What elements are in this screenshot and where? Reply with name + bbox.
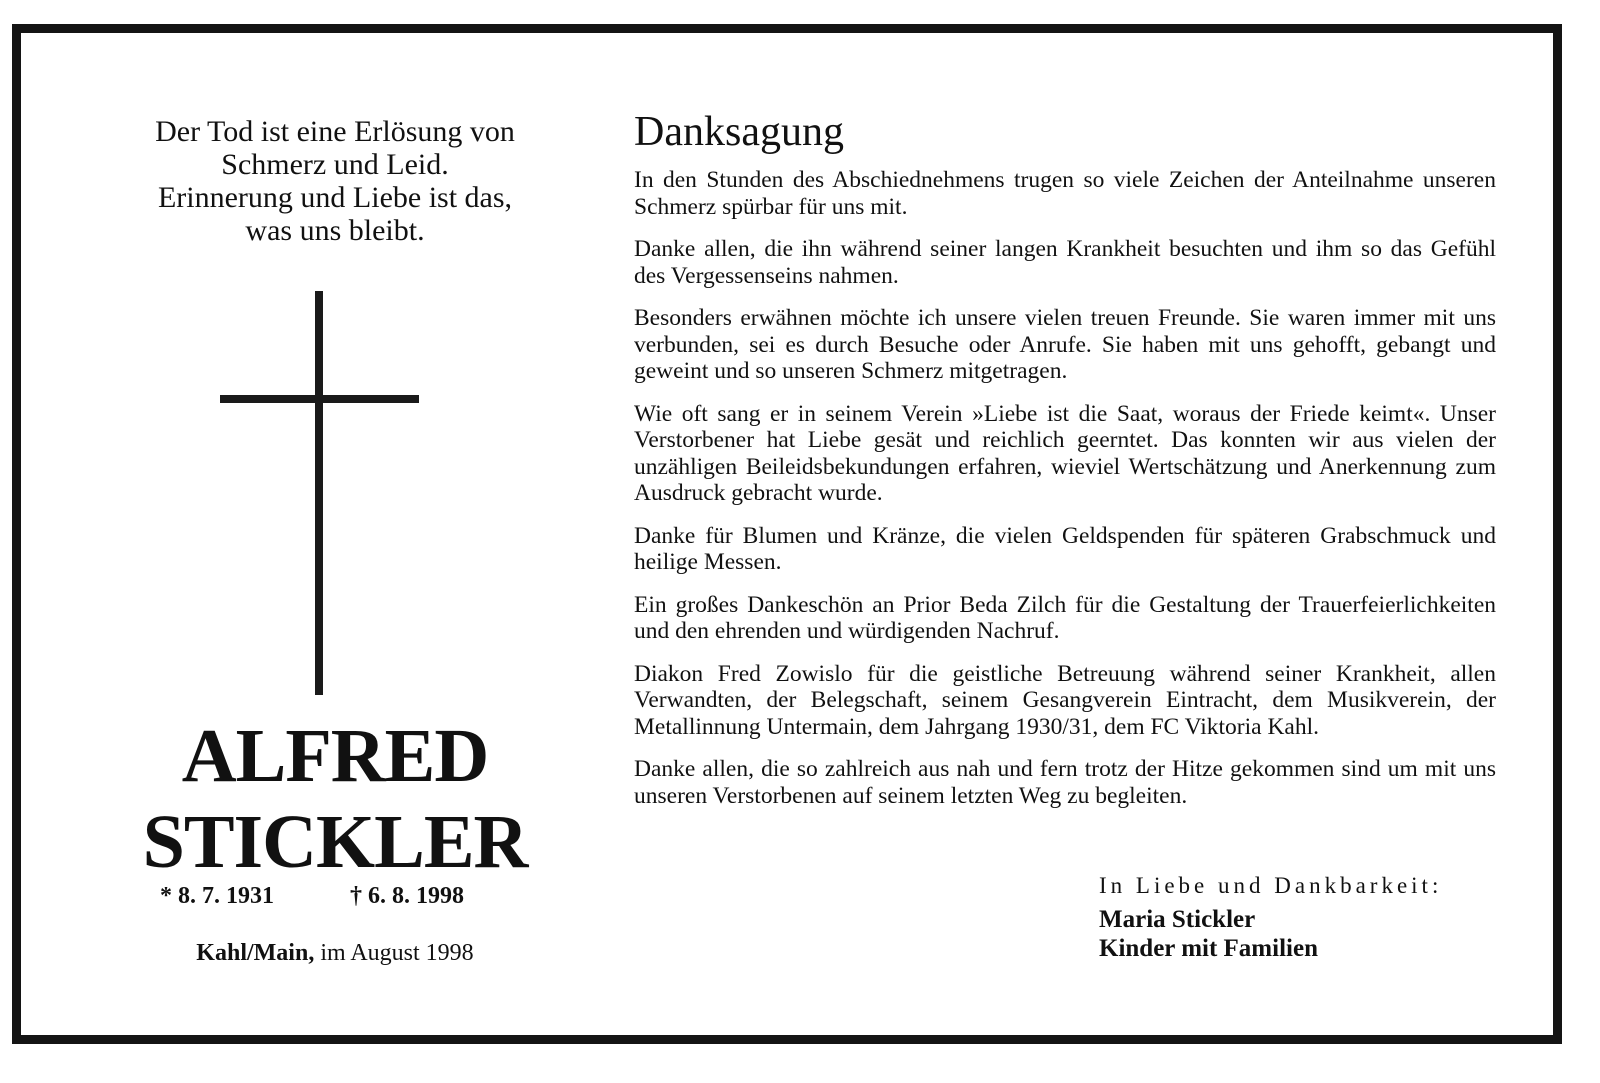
paragraph: Danke für Blumen und Kränze, die vielen Geldspenden für späteren Grabschmuck und heilige Messen. [634, 522, 1496, 575]
paragraph: Diakon Fred Zowislo für die geistliche Betreuung während seiner Krankheit, allen Verwandten, der Belegschaft, seinem Gesangverein Eintracht, dem Musikverein, der Metallinnung Untermain, dem Jahrgang 1930/31, dem FC Viktoria Kahl. [634, 660, 1496, 740]
cross-vertical-bar [315, 291, 323, 695]
signatory: Kinder mit Familien [1099, 935, 1318, 962]
deceased-name [85, 713, 585, 885]
first-name: ALFRED [181, 714, 489, 798]
paragraph: Danke allen, die so zahlreich aus nah und fern trotz der Hitze gekommen sind um mit uns unseren Verstorbenen auf seinem letzten Weg zu begleiten. [634, 756, 1496, 809]
paragraph: In den Stunden des Abschiednehmens trugen so viele Zeichen der Anteilnahme unseren Schmerz spürbar für uns mit. [634, 167, 1496, 220]
paragraph: Ein großes Dankeschön an Prior Beda Zilch für die Gestaltung der Trauerfeierlichkeiten und den ehrenden und würdigenden Nachruf. [634, 591, 1496, 644]
closing-line: In Liebe und Dankbarkeit: [1099, 873, 1443, 898]
paragraph: Wie oft sang er in seinem Verein »Liebe ist die Saat, woraus der Friede keimt«. Unser Verstorbener hat Liebe gesät und reichlich geerntet. Das konnten wir aus vielen der unzähligen Beileidsbekundungen erfahren, wieviel Wertschätzung und Anerkennung zum Ausdruck gebracht wurde. [634, 400, 1496, 506]
place-and-date [85, 940, 585, 967]
death-date: † 6. 8. 1998 [350, 883, 464, 909]
last-name: STICKLER [142, 800, 528, 884]
place-town: Kahl/Main, [196, 940, 315, 966]
closing [1099, 873, 1519, 963]
verse-line: Schmerz und Leid. [221, 148, 449, 181]
birth-date: * 8. 7. 1931 [160, 883, 274, 909]
cross-horizontal-bar [220, 395, 419, 403]
verse-line: Erinnerung und Liebe ist das, [157, 181, 513, 214]
paragraph: Besonders erwähnen möchte ich unsere vielen treuen Freunde. Sie waren immer mit uns verbunden, sei es durch Besuche oder Anrufe. Sie haben mit uns gehofft, gebangt und geweint und so unseren Schmerz mitgetragen. [634, 305, 1496, 384]
heading: Danksagung [634, 109, 844, 155]
verse [85, 115, 585, 247]
verse-line: was uns bleibt. [245, 214, 425, 247]
right-column [634, 107, 1496, 825]
paragraph: Danke allen, die ihn während seiner langen Krankheit besuchten und ihm so das Gefühl des Vergessenseins nahmen. [634, 236, 1496, 289]
place-when: im August 1998 [320, 940, 474, 966]
verse-line: Der Tod ist eine Erlösung von [155, 115, 515, 148]
signatory: Maria Stickler [1099, 906, 1256, 933]
notice-frame [12, 24, 1562, 1044]
